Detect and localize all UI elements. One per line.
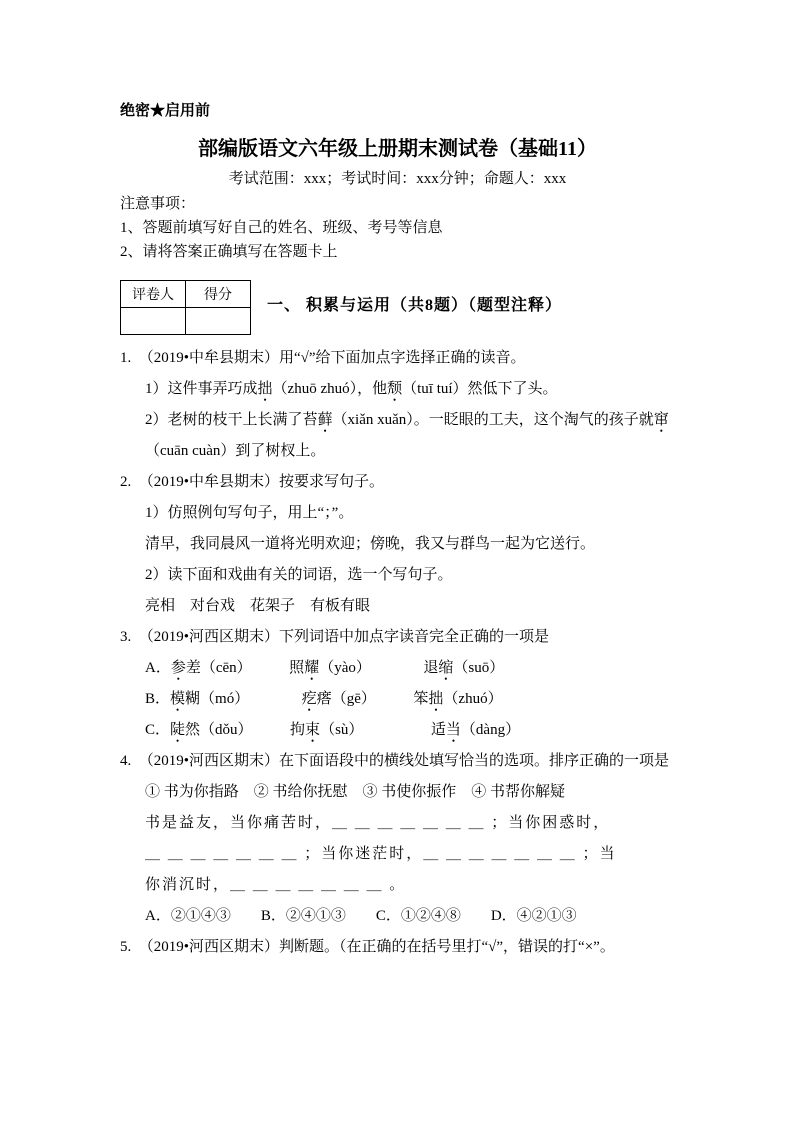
dotted-character: 窜 xyxy=(653,412,669,428)
question-5-stem: 5. （2019•河西区期末）判断题。（在正确的在括号里打“√”，错误的打“×”。 xyxy=(120,939,615,955)
text-segment: （tuī tuí）然低下了头。 xyxy=(402,381,558,397)
text-segment: 然（dǒu） 拘 xyxy=(185,722,306,738)
dotted-character: 陡 xyxy=(170,722,186,738)
question-1 xyxy=(120,343,675,467)
exam-info-line: 考试范围：xxx；考试时间：xxx分钟；命题人：xxx xyxy=(228,171,567,187)
question-4-passage-line-2: ＿ ＿ ＿ ＿ ＿ ＿ ＿ ；当你迷茫时，＿ ＿ ＿ ＿ ＿ ＿ ＿ ；当 xyxy=(145,846,617,862)
score-row xyxy=(120,280,675,335)
dotted-character: 模 xyxy=(170,691,186,707)
question-3-option-a xyxy=(145,653,675,684)
text-segment: （dàng） xyxy=(460,722,521,738)
notice-title: 注意事项： xyxy=(120,196,196,212)
notice-item-1: 1、答题前填写好自己的姓名、班级、考号等信息 xyxy=(120,220,443,236)
page-title: 部编版语文六年级上册期末测试卷（基础11） xyxy=(198,138,597,160)
notice-item-2: 2、请将答案正确填写在答题卡上 xyxy=(120,244,338,260)
question-2-subitem-1: 1）仿照例句写句子，用上“；”。 xyxy=(145,505,354,521)
score-table-cell-grader xyxy=(121,308,186,335)
question-4-stem: 4. （2019•河西区期末）在下面语段中的横线处填写恰当的选项。排序正确的一项是 xyxy=(120,753,670,769)
question-4 xyxy=(120,746,675,932)
text-segment: 瘩（gē） 笨 xyxy=(316,691,429,707)
text-segment: 2）老树的枝干上长满了苔 xyxy=(145,412,318,428)
text-segment: （xiǎn xuǎn）。一眨眼的工夫，这个淘气的孩子就 xyxy=(332,412,654,428)
question-1-subitem-1 xyxy=(145,374,675,405)
text-segment: C． xyxy=(145,722,171,738)
text-segment: A． xyxy=(145,660,171,676)
text-segment: 糊（mó） xyxy=(185,691,302,707)
score-table xyxy=(120,280,251,335)
question-1-stem: 1. （2019•中牟县期末）用“√”给下面加点字选择正确的读音。 xyxy=(120,350,526,366)
text-segment: （zhuó） xyxy=(443,691,503,707)
dotted-character: 疙 xyxy=(301,691,317,707)
text-segment: （zhuō zhuó），他 xyxy=(272,381,388,397)
dotted-character: 参 xyxy=(170,660,186,676)
score-table-cell-score xyxy=(186,308,251,335)
section-heading: 一、 积累与运用（共8题）（题型注释） xyxy=(267,297,563,314)
dotted-character: 拙 xyxy=(257,381,273,397)
question-3-stem: 3. （2019•河西区期末）下列词语中加点字读音完全正确的一项是 xyxy=(120,629,550,645)
text-segment: （cuān cuàn）到了树杈上。 xyxy=(145,443,326,459)
text-segment: （suō） xyxy=(453,660,505,676)
question-3-option-c xyxy=(145,715,675,746)
question-4-passage-line-3: 你消沉时，＿ ＿ ＿ ＿ ＿ ＿ ＿ 。 xyxy=(145,877,407,893)
question-2-subitem-2: 2）读下面和戏曲有关的词语，选一个写句子。 xyxy=(145,567,453,583)
dotted-character: 缩 xyxy=(438,660,454,676)
question-4-items: ① 书为你指路 ② 书给你抚慰 ③ 书使你振作 ④ 书帮你解疑 xyxy=(145,784,566,800)
question-list xyxy=(120,343,675,963)
question-3-option-b xyxy=(145,684,675,715)
question-4-passage-line-1: 书是益友，当你痛苦时，＿ ＿ ＿ ＿ ＿ ＿ ＿ ；当你困惑时， xyxy=(145,815,611,831)
question-1-subitem-2 xyxy=(145,405,675,467)
question-2-example: 清早，我同晨风一道将光明欢迎；傍晚，我又与群鸟一起为它送行。 xyxy=(145,536,596,552)
dotted-character: 藓 xyxy=(317,412,333,428)
dotted-character: 拙 xyxy=(428,691,444,707)
classification-label: 绝密★启用前 xyxy=(120,103,211,119)
question-2-stem: 2. （2019•中牟县期末）按要求写句子。 xyxy=(120,474,385,490)
question-5 xyxy=(120,932,675,963)
text-segment: （sù） 适 xyxy=(320,722,446,738)
question-2 xyxy=(120,467,675,622)
text-segment: 1）这件事弄巧成 xyxy=(145,381,258,397)
dotted-character: 束 xyxy=(305,722,321,738)
text-segment: （yào） 退 xyxy=(319,660,439,676)
dotted-character: 当 xyxy=(445,722,461,738)
notice-block xyxy=(120,192,675,264)
score-table-header-score: 得分 xyxy=(186,281,251,308)
text-segment: B． xyxy=(145,691,171,707)
question-2-word-list: 亮相 对台戏 花架子 有板有眼 xyxy=(145,598,371,614)
dotted-character: 耀 xyxy=(304,660,320,676)
question-3 xyxy=(120,622,675,746)
question-4-options: A．②①④③ B．②④①③ C．①②④⑧ D．④②①③ xyxy=(145,908,577,924)
score-table-header-grader: 评卷人 xyxy=(121,281,186,308)
dotted-character: 颓 xyxy=(387,381,403,397)
text-segment: 差（cēn） 照 xyxy=(185,660,305,676)
